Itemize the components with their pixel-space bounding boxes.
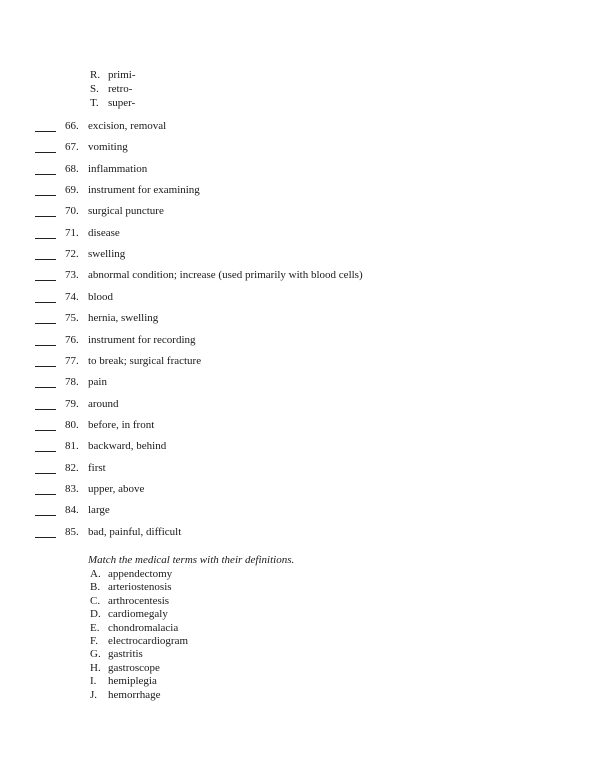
question-number: 75. <box>65 312 79 324</box>
question-definition: excision, removal <box>88 120 167 132</box>
question-number: 77. <box>65 355 79 367</box>
term-text: gastritis <box>108 648 143 660</box>
answer-blank[interactable] <box>35 174 56 175</box>
question-definition: first <box>88 462 106 474</box>
answer-blank[interactable] <box>35 280 56 281</box>
question-number: 76. <box>65 334 79 346</box>
question-number: 83. <box>65 483 79 495</box>
question-number: 68. <box>65 163 79 175</box>
question-number: 82. <box>65 462 79 474</box>
question-number: 84. <box>65 504 79 516</box>
term-letter: E. <box>90 622 100 634</box>
question-definition: to break; surgical fracture <box>88 355 202 367</box>
answer-blank[interactable] <box>35 430 56 431</box>
question-definition: abnormal condition; increase (used primarily with blood cells) <box>88 269 363 281</box>
term-letter: H. <box>90 662 101 674</box>
answer-blank[interactable] <box>35 345 56 346</box>
term-letter: A. <box>90 568 101 580</box>
answer-blank[interactable] <box>35 387 56 388</box>
term-text: appendectomy <box>108 568 173 580</box>
answer-blank[interactable] <box>35 131 56 132</box>
question-number: 71. <box>65 227 79 239</box>
answer-blank[interactable] <box>35 195 56 196</box>
question-number: 66. <box>65 120 79 132</box>
term-letter: F. <box>90 635 98 647</box>
question-definition: instrument for recording <box>88 334 196 346</box>
answer-blank[interactable] <box>35 515 56 516</box>
question-number: 79. <box>65 398 79 410</box>
question-definition: surgical puncture <box>88 205 164 217</box>
question-number: 81. <box>65 440 79 452</box>
question-number: 70. <box>65 205 79 217</box>
answer-blank[interactable] <box>35 366 56 367</box>
term-text: arteriostenosis <box>108 581 172 593</box>
section-instruction: Match the medical terms with their definitions. <box>88 554 295 566</box>
term-text: arthrocentesis <box>108 595 170 607</box>
option-letter: S. <box>90 83 99 95</box>
question-definition: upper, above <box>88 483 145 495</box>
option-text: retro- <box>108 83 133 95</box>
question-definition: vomiting <box>88 141 128 153</box>
answer-blank[interactable] <box>35 409 56 410</box>
question-definition: large <box>88 504 110 516</box>
answer-blank[interactable] <box>35 473 56 474</box>
question-definition: inflammation <box>88 163 148 175</box>
answer-blank[interactable] <box>35 537 56 538</box>
answer-blank[interactable] <box>35 216 56 217</box>
question-number: 78. <box>65 376 79 388</box>
term-letter: G. <box>90 648 101 660</box>
answer-blank[interactable] <box>35 259 56 260</box>
question-definition: before, in front <box>88 419 155 431</box>
question-number: 80. <box>65 419 79 431</box>
question-definition: around <box>88 398 119 410</box>
term-text: hemiplegia <box>108 675 157 687</box>
option-text: super- <box>108 97 136 109</box>
answer-blank[interactable] <box>35 323 56 324</box>
option-letter: T. <box>90 97 99 109</box>
term-letter: I. <box>90 675 97 687</box>
question-number: 85. <box>65 526 79 538</box>
question-definition: blood <box>88 291 114 303</box>
answer-blank[interactable] <box>35 302 56 303</box>
term-text: electrocardiogram <box>108 635 189 647</box>
term-letter: D. <box>90 608 101 620</box>
term-letter: B. <box>90 581 101 593</box>
question-definition: backward, behind <box>88 440 167 452</box>
question-definition: hernia, swelling <box>88 312 159 324</box>
question-definition: instrument for examining <box>88 184 200 196</box>
term-text: cardiomegaly <box>108 608 168 620</box>
question-number: 69. <box>65 184 79 196</box>
question-number: 74. <box>65 291 79 303</box>
answer-blank[interactable] <box>35 238 56 239</box>
question-number: 73. <box>65 269 79 281</box>
option-letter: R. <box>90 69 101 81</box>
term-text: gastroscope <box>108 662 160 674</box>
answer-blank[interactable] <box>35 152 56 153</box>
question-definition: pain <box>88 376 107 388</box>
question-number: 67. <box>65 141 79 153</box>
question-number: 72. <box>65 248 79 260</box>
term-text: chondromalacia <box>108 622 179 634</box>
option-text: primi- <box>108 69 136 81</box>
answer-blank[interactable] <box>35 494 56 495</box>
answer-blank[interactable] <box>35 451 56 452</box>
question-definition: swelling <box>88 248 126 260</box>
term-text: hemorrhage <box>108 689 161 701</box>
term-letter: J. <box>90 689 98 701</box>
question-definition: bad, painful, difficult <box>88 526 182 538</box>
question-definition: disease <box>88 227 120 239</box>
term-letter: C. <box>90 595 101 607</box>
